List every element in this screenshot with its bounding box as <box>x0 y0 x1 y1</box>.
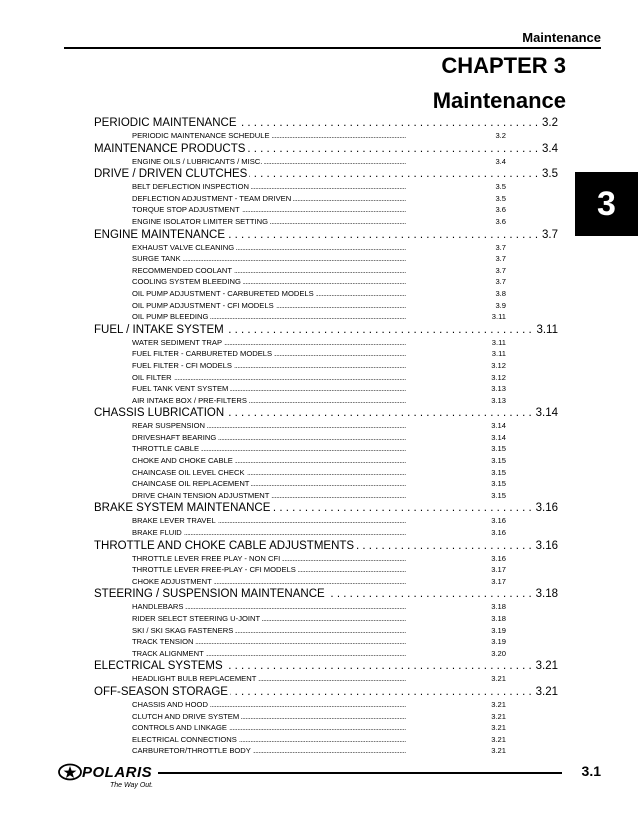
polaris-emblem-icon <box>58 763 82 781</box>
toc-entry-page: 3.5 <box>495 182 506 192</box>
toc-section[interactable] <box>94 659 558 673</box>
toc-entry[interactable] <box>132 348 506 360</box>
chapter-subtitle: Maintenance <box>432 88 566 113</box>
toc-entry-title: . . . BELT DEFLECTION INSPECTION <box>132 182 250 192</box>
toc-section-title: . . . OFF-SEASON STORAGE <box>94 685 228 698</box>
toc-entry-page: 3.19 <box>491 637 506 647</box>
toc-entry-page: 3.14 <box>491 421 506 431</box>
toc-entry[interactable] <box>132 181 506 193</box>
toc-entry[interactable] <box>132 265 506 277</box>
toc-entry-title: . . . CHOKE ADJUSTMENT <box>132 576 212 586</box>
toc-entry-page: 3.7 <box>495 277 506 287</box>
toc-entry-page: 3.21 <box>491 723 506 733</box>
toc-entry-title: . . . THROTTLE CABLE <box>132 444 200 454</box>
toc-entry[interactable] <box>132 478 506 490</box>
toc-entry-page: 3.7 <box>495 242 506 252</box>
toc-entry-page: 3.21 <box>491 734 506 744</box>
toc-entry[interactable] <box>132 745 506 757</box>
toc-entry[interactable] <box>132 699 506 711</box>
toc-entry-page: 3.15 <box>491 479 506 489</box>
toc-entry-page: 3.4 <box>495 156 506 166</box>
toc-entry-page: 3.8 <box>495 288 506 298</box>
toc-entry[interactable] <box>132 722 506 734</box>
toc-section[interactable] <box>94 685 558 699</box>
chapter-side-tab: 3 <box>575 172 638 236</box>
toc-entry-page: 3.12 <box>491 372 506 382</box>
toc-entry-page: 3.13 <box>491 384 506 394</box>
toc-section-page: 3.21 <box>535 660 558 673</box>
toc-section-title: . . . PERIODIC MAINTENANCE <box>94 117 237 129</box>
toc-entry-page: 3.16 <box>491 516 506 526</box>
toc-entry[interactable] <box>132 432 506 444</box>
toc-section[interactable] <box>94 228 558 242</box>
toc-entry[interactable] <box>132 276 506 288</box>
toc-entry-page: 3.18 <box>491 602 506 612</box>
toc-section[interactable] <box>94 142 558 156</box>
toc-entry-page: 3.21 <box>491 711 506 721</box>
toc-entry-title: . . . ELECTRICAL CONNECTIONS <box>132 734 237 744</box>
toc-entry-title: . . . CARBURETOR/THROTTLE BODY <box>132 746 251 756</box>
toc-section-title: . . . STEERING / SUSPENSION MAINTENANCE <box>94 588 325 601</box>
toc-entry-title: . . . EXHAUST VALVE CLEANING <box>132 242 235 252</box>
toc-entry-title: . . . ENGINE OILS / LUBRICANTS / MISC. <box>132 156 263 166</box>
toc-section[interactable] <box>94 116 558 130</box>
toc-section-title: . . . MAINTENANCE PRODUCTS <box>94 142 246 155</box>
table-of-contents <box>94 116 558 757</box>
toc-entry-title: . . . FUEL TANK VENT SYSTEM <box>132 384 229 394</box>
toc-entry-page: 3.12 <box>491 360 506 370</box>
toc-entry[interactable] <box>132 576 506 588</box>
toc-entry-page: 3.19 <box>491 625 506 635</box>
toc-section-page: 3.18 <box>535 588 558 601</box>
chapter-title: CHAPTER 3 <box>441 53 566 78</box>
toc-section[interactable] <box>94 323 558 337</box>
toc-entry[interactable] <box>132 372 506 384</box>
toc-entry[interactable] <box>132 395 506 407</box>
toc-entry[interactable] <box>132 300 506 312</box>
toc-entry-title: . . . TRACK TENSION <box>132 637 194 647</box>
toc-entry-page: 3.11 <box>491 312 506 322</box>
toc-entry[interactable] <box>132 711 506 723</box>
toc-entry[interactable] <box>132 443 506 455</box>
toc-entry[interactable] <box>132 216 506 228</box>
toc-entry[interactable] <box>132 204 506 216</box>
toc-entry-page: 3.13 <box>491 395 506 405</box>
toc-entry-page: 3.7 <box>495 265 506 275</box>
toc-entry-title: . . . DEFLECTION ADJUSTMENT - TEAM DRIVEN <box>132 193 292 203</box>
toc-entry-page: 3.6 <box>495 205 506 215</box>
toc-entry-page: 3.5 <box>495 193 506 203</box>
toc-entry[interactable] <box>132 360 506 372</box>
toc-entry[interactable] <box>132 527 506 539</box>
toc-entry-title: . . . BRAKE FLUID <box>132 528 182 538</box>
toc-entry[interactable] <box>132 337 506 349</box>
toc-entry-title: . . . AIR INTAKE BOX / PRE-FILTERS <box>132 395 247 405</box>
footer-rule <box>158 772 562 774</box>
toc-entry-title: . . . CHAINCASE OIL REPLACEMENT <box>132 479 250 489</box>
toc-entry-page: 3.20 <box>491 648 506 658</box>
toc-entry-title: . . . CHASSIS AND HOOD <box>132 699 208 709</box>
toc-entry[interactable] <box>132 553 506 565</box>
toc-entry-title: . . . REAR SUSPENSION <box>132 421 206 431</box>
toc-entry-title: . . . HANDLEBARS <box>132 602 184 612</box>
toc-entry-page: 3.15 <box>491 444 506 454</box>
toc-entry[interactable] <box>132 193 506 205</box>
toc-entry[interactable] <box>132 625 506 637</box>
toc-section[interactable] <box>94 539 558 553</box>
toc-section-page: 3.5 <box>542 168 558 181</box>
toc-entry[interactable] <box>132 564 506 576</box>
toc-entry-page: 3.18 <box>491 614 506 623</box>
toc-entry-title: . . . OIL PUMP ADJUSTMENT - CFI MODELS <box>132 300 274 310</box>
toc-section-title: . . . ENGINE MAINTENANCE <box>94 228 225 241</box>
toc-entry-page: 3.11 <box>491 349 506 359</box>
toc-entry-page: 3.15 <box>491 490 506 500</box>
toc-entry[interactable] <box>132 613 506 625</box>
header-title: Maintenance <box>522 30 601 45</box>
toc-section-page: 3.21 <box>535 685 558 698</box>
toc-entry[interactable] <box>132 242 506 254</box>
toc-entry-page: 3.15 <box>491 456 506 466</box>
toc-entry-title: . . . OIL PUMP ADJUSTMENT - CARBURETED MODELS <box>132 288 314 298</box>
toc-entry[interactable] <box>132 420 506 432</box>
toc-section-page: 3.14 <box>535 407 558 420</box>
toc-entry-page: 3.15 <box>491 467 506 477</box>
toc-section-title: . . . DRIVE / DRIVEN CLUTCHES <box>94 168 248 181</box>
toc-section-title: . . . ELECTRICAL SYSTEMS <box>94 660 223 673</box>
toc-section-page: 3.2 <box>542 117 558 129</box>
toc-entry-title: . . . WATER SEDIMENT TRAP <box>132 337 223 347</box>
toc-section[interactable] <box>94 167 558 181</box>
toc-section[interactable] <box>94 587 558 601</box>
toc-entry-title: . . . ENGINE ISOLATOR LIMITER SETTING <box>132 216 269 226</box>
toc-entry-page: 3.2 <box>495 131 506 140</box>
toc-entry-title: . . . FUEL FILTER - CFI MODELS <box>132 360 232 370</box>
toc-entry-title: . . . CHAINCASE OIL LEVEL CHECK <box>132 467 245 477</box>
toc-entry-page: 3.17 <box>491 576 506 586</box>
toc-entry-title: . . . CLUTCH AND DRIVE SYSTEM <box>132 711 240 721</box>
toc-section-title: . . . BRAKE SYSTEM MAINTENANCE <box>94 502 271 515</box>
toc-entry[interactable] <box>132 467 506 479</box>
toc-entry-title: . . . OIL PUMP BLEEDING <box>132 312 209 322</box>
toc-section-page: 3.16 <box>535 539 558 552</box>
toc-section[interactable] <box>94 501 558 515</box>
toc-entry-page: 3.21 <box>491 746 506 756</box>
toc-section-page: 3.4 <box>542 142 558 155</box>
polaris-logo <box>58 763 163 793</box>
page-number: 3.1 <box>581 763 601 779</box>
toc-entry-page: 3.21 <box>491 699 506 709</box>
toc-entry[interactable] <box>132 288 506 300</box>
toc-entry-title: . . . FUEL FILTER - CARBURETED MODELS <box>132 349 273 359</box>
toc-entry-page: 3.6 <box>495 216 506 226</box>
toc-section-title: . . . THROTTLE AND CHOKE CABLE ADJUSTMENTS <box>94 539 355 552</box>
toc-entry-title: . . . TORQUE STOP ADJUSTMENT <box>132 205 240 215</box>
toc-entry-title: . . . RECOMMENDED COOLANT <box>132 265 232 275</box>
toc-section-title: . . . FUEL / INTAKE SYSTEM <box>94 323 224 336</box>
toc-entry[interactable] <box>132 490 506 502</box>
toc-entry-title: . . . DRIVESHAFT BEARING <box>132 432 217 442</box>
toc-section-page: 3.7 <box>542 228 558 241</box>
toc-entry-title: . . . PERIODIC MAINTENANCE SCHEDULE <box>132 131 270 140</box>
toc-entry[interactable] <box>132 734 506 746</box>
header-rule <box>64 47 601 49</box>
toc-entry-title: . . . THROTTLE LEVER FREE-PLAY - CFI MODELS <box>132 565 296 575</box>
toc-entry-title: . . . OIL FILTER <box>132 372 172 382</box>
toc-entry-title: . . . TRACK ALIGNMENT <box>132 648 204 658</box>
toc-entry-page: 3.7 <box>495 254 506 264</box>
toc-entry[interactable] <box>132 515 506 527</box>
toc-section-page: 3.16 <box>535 502 558 515</box>
toc-entry[interactable] <box>132 601 506 613</box>
toc-entry[interactable] <box>132 455 506 467</box>
toc-entry-page: 3.14 <box>491 432 506 442</box>
toc-entry[interactable] <box>132 130 506 142</box>
toc-entry-page: 3.21 <box>491 674 506 684</box>
toc-entry[interactable] <box>132 636 506 648</box>
toc-section-page: 3.11 <box>536 323 558 336</box>
logo-brand: POLARIS <box>82 764 153 781</box>
toc-section[interactable] <box>94 406 558 420</box>
toc-entry-title: . . . SKI / SKI SKAG FASTENERS <box>132 625 234 635</box>
toc-entry-title: . . . SURGE TANK <box>132 254 181 264</box>
toc-entry-title: . . . BRAKE LEVER TRAVEL <box>132 516 216 526</box>
toc-entry-title: . . . COOLING SYSTEM BLEEDING <box>132 277 241 287</box>
toc-entry-title: . . . CHOKE AND CHOKE CABLE <box>132 456 233 466</box>
toc-entry-title: . . . DRIVE CHAIN TENSION ADJUSTMENT <box>132 490 270 500</box>
toc-entry-page: 3.9 <box>495 300 506 310</box>
toc-entry-page: 3.16 <box>491 528 506 538</box>
toc-entry[interactable] <box>132 253 506 265</box>
toc-entry-page: 3.16 <box>491 553 506 563</box>
toc-section-title: . . . CHASSIS LUBRICATION <box>94 407 225 420</box>
toc-entry[interactable] <box>132 156 506 168</box>
toc-entry[interactable] <box>132 311 506 323</box>
toc-entry-title: . . . THROTTLE LEVER FREE PLAY - NON CFI <box>132 553 281 563</box>
toc-entry[interactable] <box>132 673 506 685</box>
logo-tagline: The Way Out. <box>110 782 154 789</box>
toc-entry-title: . . . HEADLIGHT BULB REPLACEMENT <box>132 674 257 684</box>
toc-entry-page: 3.17 <box>491 565 506 575</box>
toc-entry-title: . . . RIDER SELECT STEERING U-JOINT <box>132 614 261 623</box>
toc-entry-page: 3.11 <box>491 337 506 347</box>
toc-entry[interactable] <box>132 648 506 660</box>
toc-entry[interactable] <box>132 383 506 395</box>
toc-entry-title: . . . CONTROLS AND LINKAGE <box>132 723 227 733</box>
